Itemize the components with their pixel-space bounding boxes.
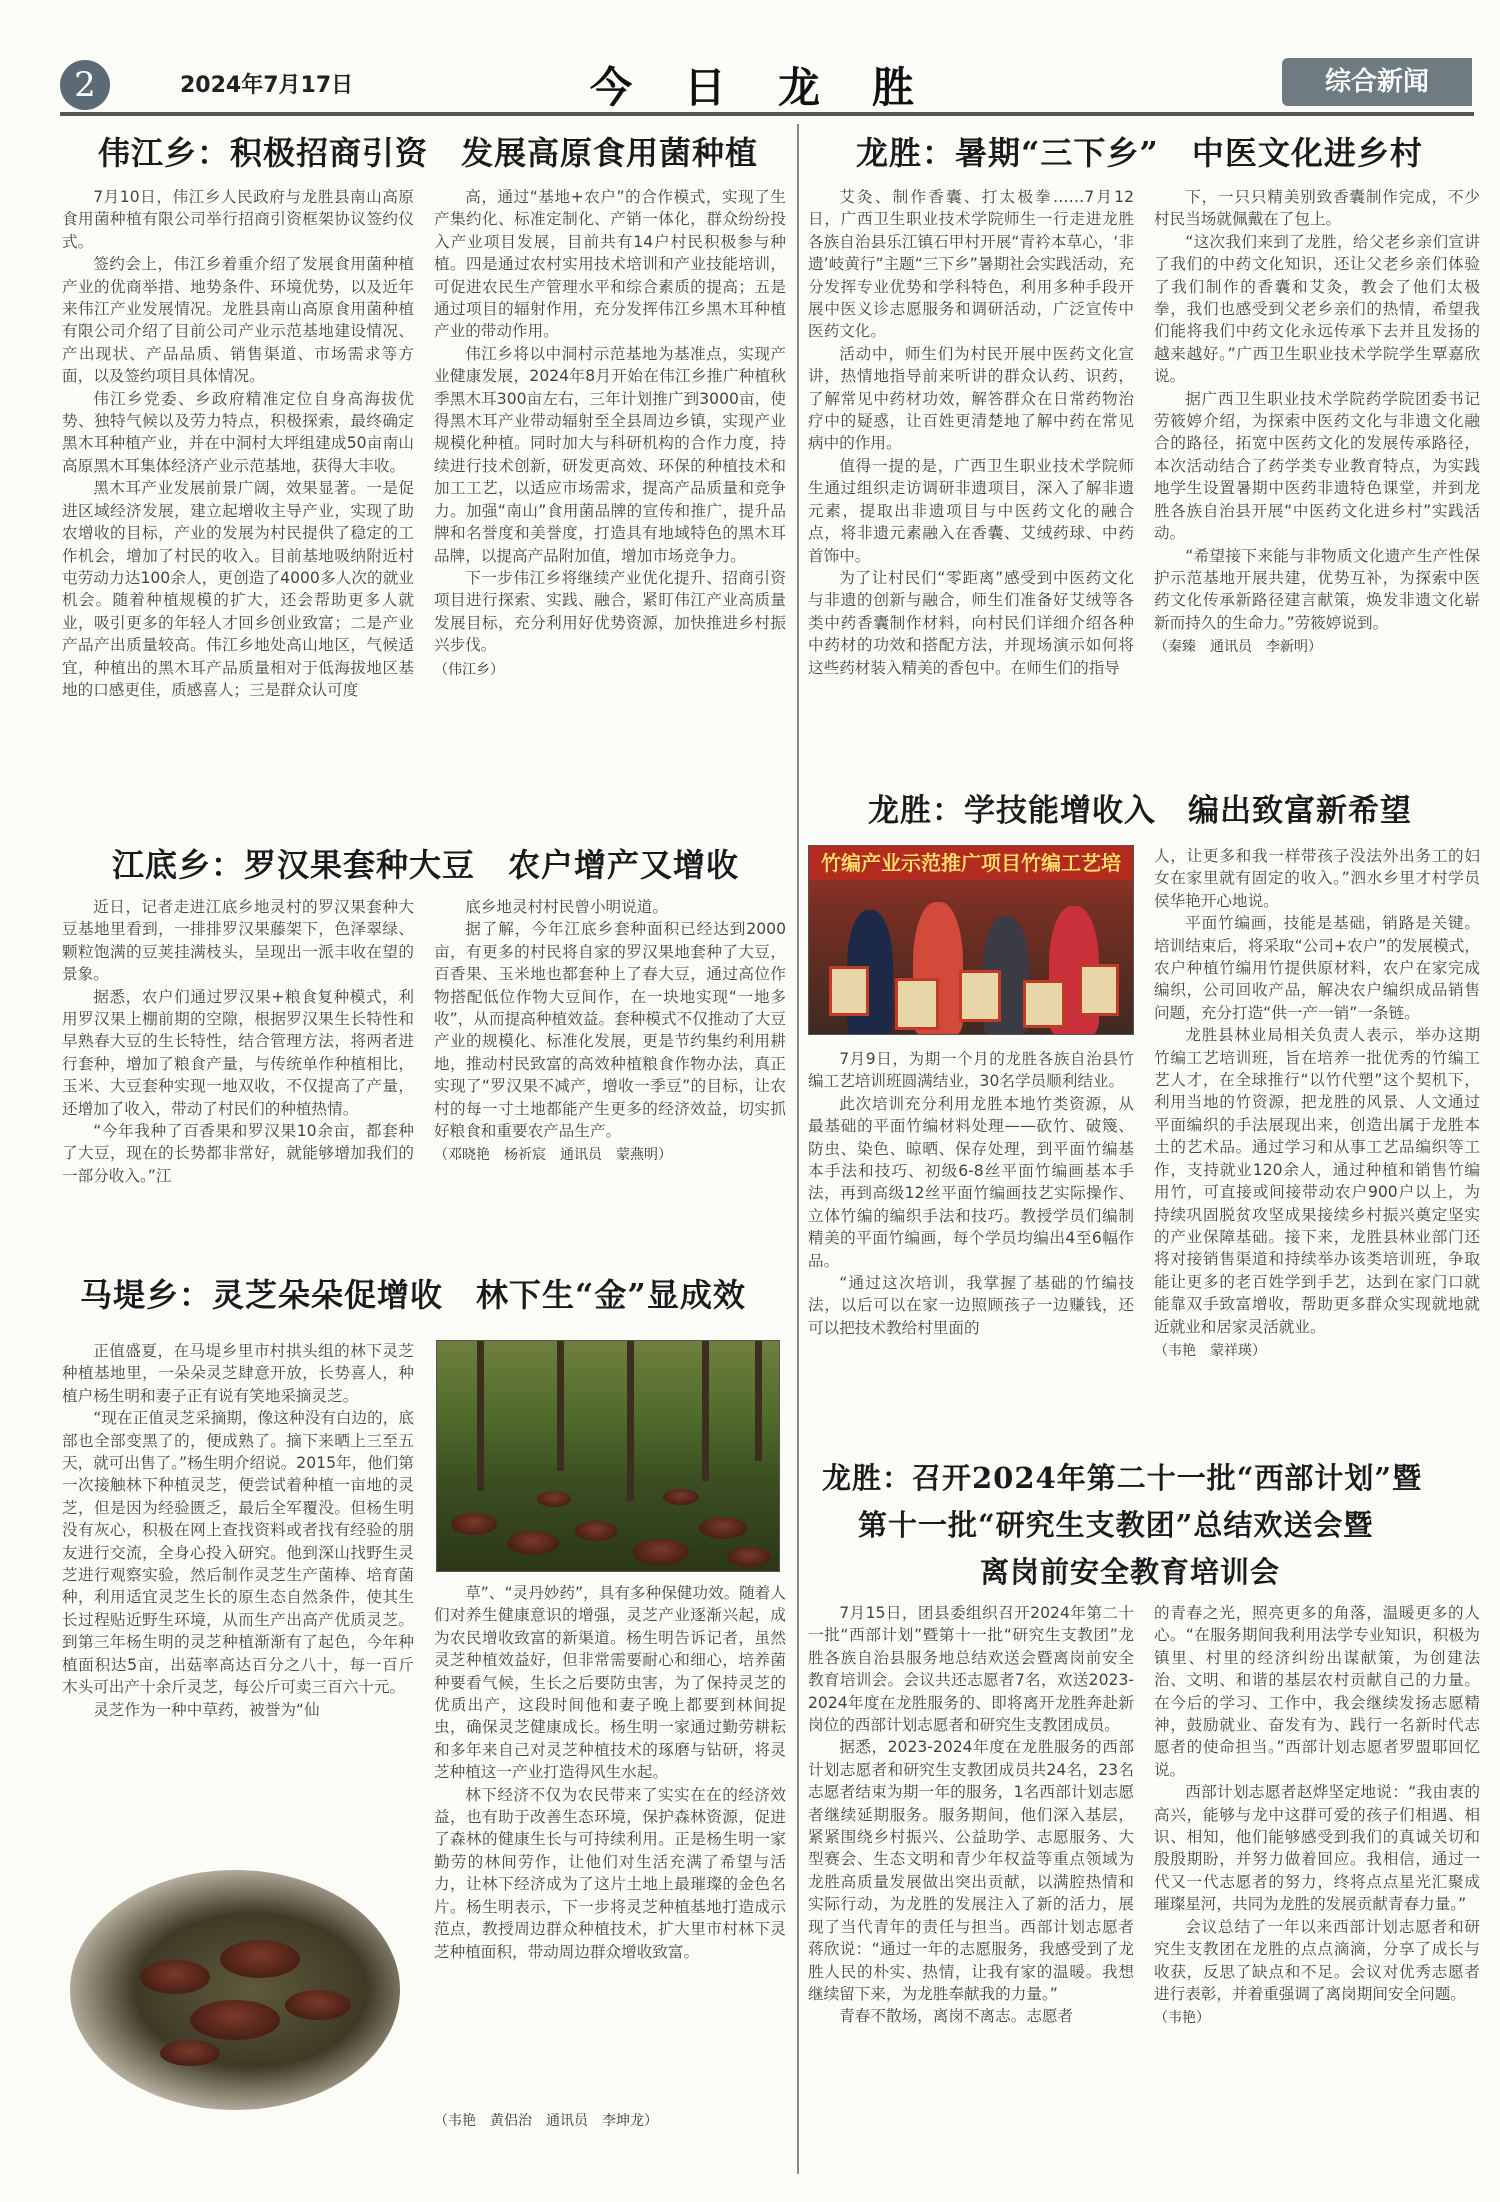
byline-jiangdi: （邓晓艳 杨祈宸 通讯员 蒙燕明） — [434, 1147, 672, 1164]
paragraph: 据了解，今年江底乡套种面积已经达到2000亩，有更多的村民将自家的罗汉果地套种了大豆，百香果、玉米地也都套种上了春大豆，通过高位作物搭配低位作物大豆间作，在一块地实现“一地多收”，从而提高种植效益。套种模式不仅推动了大豆产业的规模化、标准化发展，更是节约集约利用耕地，推动村民致富的高效种植粮食作物办法，真正实现了“罗汉果不减产，增收一季豆”的目标，让农村的每一寸土地都能产生更多的经济效益，切实抓好粮食和重要农产品生产。 — [434, 920, 786, 1141]
jiangdi-col1 — [62, 896, 414, 1252]
paragraph: 活动中，师生们为村民开展中医药文化宣讲，热情地指导前来听讲的群众认药、识药，了解常见中药材功效，解答群众在日常药物治疗中的疑惑，让百姓更清楚地了解中药在常见病中的作用。 — [808, 344, 1134, 453]
paragraph: 据悉，2023-2024年度在龙胜服务的西部计划志愿者和研究生支教团成员共24名，23名志愿者结束为期一年的服务，1名西部计划志愿者继续延期服务。服务期间，他们深入基层，紧紧围绕乡村振兴、公益助学、志愿服务、大型赛会、生态文明和青少年权益等重点领域为龙胜高质量发展做出突出贡献，以满腔热情和实际行动，为龙胜的发展注入了新的活力，展现了当代青年的责任与担当。西部计划志愿者蒋欣说：“通过一年的志愿服务，我感受到了龙胜人民的朴实、热情，让我有家的温暖。我想继续留下来，为龙胜奉献我的力量。” — [808, 1738, 1134, 2003]
paragraph: 下，一只只精美别致香囊制作完成，不少村民当场就佩戴在了包上。 — [1154, 188, 1480, 229]
byline-weijiang: （伟江乡） — [434, 661, 504, 678]
paragraph: “通过这次培训，我掌握了基础的竹编技法，以后可以在家一边照顾孩子一边赚钱，还可以把技术教给村里面的 — [808, 1274, 1134, 1337]
masthead-rule — [60, 112, 1474, 116]
paragraph: 黑木耳产业发展前景广阔，效果显著。一是促进区域经济发展，建立起增收主导产业，实现了助农增收的目标，产业的发展为村民提供了稳定的工作机会，增加了村民的收入。目前基地吸纳附近村屯劳动力达100余人，更创造了4000多人次的就业机会。随着种植规模的扩大，还会帮助更多人就业，吸引更多的年轻人才回乡创业致富；二是产业产品产出质量较高。伟江乡地处高山地区，气候适宜，种植出的黑木耳产品质量相对于低海拔地区基地的口感更佳，质感喜人；三是群众认可度 — [62, 479, 414, 699]
paper-name: 今日龙胜 — [590, 63, 967, 112]
byline-bamboo: （韦艳 蒙祥瑛） — [1154, 1342, 1266, 1359]
section-tab: 综合新闻 — [1282, 58, 1472, 106]
tcm-col1 — [808, 186, 1134, 770]
paragraph: 近日，记者走进江底乡地灵村的罗汉果套种大豆基地里看到，一排排罗汉果藤架下，色泽翠绿、颗粒饱满的豆荚挂满枝头，呈现出一派丰收在望的景象。 — [62, 898, 414, 984]
paragraph: “现在正值灵芝采摘期，像这种没有白边的，底部也全部变黑了的，便成熟了。摘下来晒上三至五天，就可出售了。”杨生明介绍说。2015年，他们第一次接触林下种植灵芝，便尝试着种植一亩地的灵芝，但是因为经验匮乏，最后全军覆没。但杨生明没有灰心，积极在网上查找资料或者找有经验的朋友进行交流，全身心投入研究。他到深山找野生灵芝进行观察实验，然后制作灵芝生产菌棒、培育菌种，利用适宜灵芝生长的原生态自然条件，使其生长过程贴近野生环境，从而生产出高产优质灵芝。到第三年杨生明的灵芝种植渐渐有了起色，今年种植面积达5亩，出菇率高达百分之八十，每一百斤木头可出产十余斤灵芝，每公斤可卖三百六十元。 — [62, 1409, 414, 1697]
paragraph: 会议总结了一年以来西部计划志愿者和研究生支教团在龙胜的点点滴滴，分享了成长与收获，反思了缺点和不足。会议对优秀志愿者进行表彰，并着重强调了离岗期间安全问题。 — [1154, 1917, 1480, 2003]
madi-col1 — [62, 1340, 414, 1862]
byline-tcm: （秦臻 通讯员 李新明） — [1154, 639, 1322, 656]
headline-xibu-line1: 龙胜：召开2024年第二十一批“西部计划”暨 — [822, 1461, 1423, 1495]
headline-madi: 马堤乡：灵芝朵朵促增收 林下生“金”显成效 — [80, 1276, 746, 1314]
column-divider — [797, 124, 799, 2174]
paragraph: 7月9日，为期一个月的龙胜各族自治县竹编工艺培训班圆满结业，30名学员顺利结业。 — [808, 1050, 1134, 1091]
madi-col2 — [434, 1582, 786, 2106]
headline-xibu-line3: 离岗前安全教育培训会 — [980, 1555, 1281, 1589]
paragraph: 此次培训充分利用龙胜本地竹类资源，从最基础的平面竹编材料处理——砍竹、破篾、防虫、染色、晾晒、保存处理，到平面竹编基本手法和技巧、初级6-8丝平面竹编画基本手法，再到高级12丝平面竹编画技艺实际操作、立体竹编的编织手法和技巧。教授学员们编制精美的平面竹编画，每个学员均编出4至6幅作品。 — [808, 1094, 1134, 1270]
paragraph: “希望接下来能与非物质文化遗产生产性保护示范基地开展共建，优势互补，为探索中医药文化传承新路径建言献策，焕发非遗文化崭新而持久的生命力。”劳筱婷说到。 — [1154, 546, 1480, 632]
paragraph: 灵芝作为一种中草药，被誉为“仙 — [93, 1700, 320, 1719]
lingzhi-forest-photo — [436, 1340, 780, 1572]
paragraph: 人，让更多和我一样带孩子没法外出务工的妇女在家里就有固定的收入。”泗水乡里才村学员侯华艳开心地说。 — [1154, 847, 1480, 910]
headline-jiangdi: 江底乡：罗汉果套种大豆 农户增产又增收 — [112, 846, 740, 884]
byline-madi: （韦艳 黄侣治 通讯员 李坤龙） — [434, 2113, 658, 2129]
paragraph: 草”、“灵丹妙药”，具有多种保健功效。随着人们对养生健康意识的增强，灵芝产业逐渐兴起，成为农民增收致富的新渠道。杨生明告诉记者，虽然灵芝种植效益好，但非常需要耐心和细心，培养菌种要看气候，生长之后要防虫害，为了保持灵芝的优质出产，这段时间他和妻子晚上都要到林间捉虫，确保灵芝健康成长。杨生明一家通过勤劳耕耘和多年来自己对灵芝种植技术的琢磨与钻研，将灵芝种植这一产业打造得风生水起。 — [434, 1584, 786, 1782]
paragraph: 的青春之光，照亮更多的角落，温暖更多的人心。“在服务期间我利用法学专业知识，积极为镇里、村里的经济纠纷出谋献策，为创建法治、文明、和谐的基层农村贡献自己的力量。在今后的学习、工作中，我会继续发扬志愿精神，鼓励就业、奋发有为、践行一名新时代志愿者的使命担当。”西部计划志愿者罗盟耶回忆说。 — [1154, 1604, 1480, 1779]
page-number: 2 — [60, 60, 110, 110]
weijiang-col1 — [62, 186, 414, 814]
photo-banner-text: 竹编产业示范推广项目竹编工艺培 — [809, 846, 1133, 880]
paragraph: 艾灸、制作香囊、打太极拳……7月12日，广西卫生职业技术学院师生一行走进龙胜各族自治县乐江镇石甲村开展“青衿本草心，‘非遗’岐黄行”主题“三下乡”暑期社会实践活动，充分发挥专业优势和学科特色，利用多种手段开展中医义诊志愿服务和调研活动，广泛宣传中医药文化。 — [808, 188, 1134, 341]
bamboo-weaving-photo — [808, 845, 1134, 1035]
tcm-col2 — [1154, 186, 1480, 770]
lingzhi-closeup-photo — [70, 1870, 400, 2110]
jiangdi-col2 — [434, 896, 786, 1252]
paragraph: 龙胜县林业局相关负责人表示，举办这期竹编工艺培训班，旨在培养一批优秀的竹编工艺人才，在全球推行“以竹代塑”这个契机下，利用当地的竹资源，把龙胜的风景、人文通过平面编织的手法展现出来，创造出属于龙胜本土的艺术品。通过学习和从事工艺品编织等工作，支持就业120余人，通过种植和销售竹编用竹，可直接或间接带动农户900户以上，为持续巩固脱贫攻坚成果接续乡村振兴奠定坚实的产业保障基础。接下来，龙胜县林业部门还将对接销售渠道和持续举办该类培训班，争取能让更多的老百姓学到手艺，达到在家门口就能靠双手致富增收，帮助更多群众实现就地就近就业和居家灵活就业。 — [1154, 1026, 1480, 1336]
paragraph: 林下经济不仅为农民带来了实实在在的经济效益，也有助于改善生态环境，保护森林资源，促进了森林的健康生长与可持续利用。正是杨生明一家勤劳的林间劳作，让他们对生活充满了希望与活力，让林下经济成为了这片土地上最璀璨的金色名片。杨生明表示，下一步将灵芝种植基地打造成示范点，教授周边群众种植技术，扩大里市村林下灵芝种植面积，带动周边群众增收致富。 — [434, 1785, 786, 1961]
paragraph: 据广西卫生职业技术学院药学院团委书记劳筱婷介绍，为探索中医药文化与非遗文化融合的路径，拓宽中医药文化的发展传承路径，本次活动结合了药学类专业教育特点，为实践地学生设置暑期中医药非遗特色课堂，并到龙胜各族自治县开展“中医药文化进乡村”实践活动。 — [1154, 389, 1480, 543]
xibu-col2 — [1154, 1602, 1480, 2170]
headline-weijiang: 伟江乡：积极招商引资 发展高原食用菌种植 — [98, 134, 759, 172]
paragraph: 平面竹编画，技能是基础，销路是关键。培训结束后，将采取“公司+农户”的发展模式，农户种植竹编用竹提供原材料，农户在家完成编织，公司回收产品，解决农户编织成品销售问题，充分打造“供一产一销”一条链。 — [1154, 914, 1480, 1022]
issue-date: 2024年7月17日 — [180, 73, 354, 98]
paragraph: “今年我种了百香果和罗汉果10余亩，都套种了大豆，现在的长势都非常好，就能够增加我们的一部分收入。”江 — [62, 1122, 414, 1185]
headline-xibu-line2: 第十一批“研究生支教团”总结欢送会暨 — [858, 1508, 1374, 1542]
paragraph: 据悉，农户们通过罗汉果+粮食复种模式，利用罗汉果上棚前期的空隙，根据罗汉果生长特性和早熟春大豆的生长特性，结合管理方法，将两者进行套种，增加了粮食产量，与传统单作种植相比，玉米、大豆套种实现一地双收，不仅提高了产量，还增加了收入，带动了村民们的种植热情。 — [62, 987, 414, 1118]
paragraph: 高，通过“基地+农户”的合作模式，实现了生产集约化、标准定制化、产销一体化，群众纷纷投入产业项目发展，目前共有14户村民积极参与种植。四是通过农村实用技术培训和产业技能培训，可促进农民生产管理水平和综合素质的提高；五是通过项目的辐射作用，充分发挥伟江乡黑木耳种植产业的带动作用。 — [434, 188, 786, 341]
headline-longsheng-bamboo: 龙胜：学技能增收入 编出致富新希望 — [868, 793, 1412, 829]
paragraph: 底乡地灵村村民曾小明说道。 — [465, 898, 668, 916]
bamboo-col-left — [808, 1048, 1134, 1442]
paragraph: 青春不散场，离岗不离志。志愿者 — [839, 2007, 1074, 2026]
paragraph: 正值盛夏，在马堤乡里市村拱头组的林下灵芝种植基地里，一朵朵灵芝肆意开放，长势喜人，种植户杨生明和妻子正有说有笑地采摘灵芝。 — [62, 1342, 414, 1405]
paragraph: 西部计划志愿者赵烨坚定地说：“我由衷的高兴，能够与龙中这群可爱的孩子们相遇、相识、相知，他们能够感受到我们的真诚关切和殷殷期盼，并努力做着回应。我相信，通过一代又一代志愿者的努力，终将点点星光汇聚成璀璨星河，共同为龙胜的发展贡献青春力量。” — [1154, 1783, 1480, 1914]
paragraph: 签约会上，伟江乡着重介绍了发展食用菌种植产业的优商举措、地势条件、环境优势，以及近年来伟江产业发展情况。龙胜县南山高原食用菌种植有限公司介绍了目前公司产业示范基地建设情况、产出现状、产品品质、销售渠道、市场需求等方面，以及签约项目具体情况。 — [62, 255, 414, 386]
headline-longsheng-tcm: 龙胜：暑期“三下乡” 中医文化进乡村 — [856, 134, 1423, 172]
paragraph: 值得一提的是，广西卫生职业技术学院师生通过组织走访调研非遗项目，深入了解非遗元素，提取出非遗项目与中医药文化的融合点，将非遗元素融入在香囊、艾绒药球、中药首饰中。 — [808, 456, 1134, 565]
paragraph: 为了让村民们“零距离”感受到中医药文化与非遗的创新与融合，师生们准备好艾绒等各类中药香囊制作材料，向村民们详细介绍各种中药材的功效和搭配方法，并现场演示如何将这些药材装入精美的香包中。在师生们的指导 — [808, 568, 1134, 677]
byline-xibu: （韦艳） — [1154, 2010, 1210, 2027]
xibu-col1 — [808, 1602, 1134, 2170]
paragraph: 下一步伟江乡将继续产业优化提升、招商引资项目进行探索、实践、融合，紧盯伟江产业高质量发展目标，充分利用好优势资源，加快推进乡村振兴步伐。 — [434, 568, 786, 655]
bamboo-col-right — [1154, 845, 1480, 1407]
paragraph: 伟江乡党委、乡政府精准定位自身高海拔优势、独特气候以及劳力特点，积极探索，最终确定黑木耳种植产业，并在中洞村大坪组建成50亩南山高原黑木耳集体经济产业示范基地，获得大丰收。 — [62, 389, 414, 475]
paragraph: 伟江乡将以中洞村示范基地为基准点，实现产业健康发展，2024年8月开始在伟江乡推广种植秋季黑木耳300亩左右，三年计划推广到3000亩，使得黑木耳产业带动辐射至全县周边乡镇，实现产业规模化种植。同时加大与科研机构的合作力度，持续进行技术创新，研发更高效、环保的种植技术和加工工艺，以适应市场需求，提高产品质量和竞争力。加强“南山”食用菌品牌的宣传和推广，提升品牌和名誉度和美誉度，打造具有地域特色的黑木耳品牌，以提高产品附加值，增加市场竞争力。 — [434, 344, 786, 565]
paragraph: 7月15日，团县委组织召开2024年第二十一批“西部计划”暨第十一批“研究生支教团”龙胜各族自治县服务地总结欢送会暨离岗前安全教育培训会。会议共还志愿者7名，欢送2023-2024年度在龙胜服务的、即将离开龙胜奔赴新岗位的西部计划志愿者和研究生支教团成员。 — [808, 1604, 1134, 1735]
paragraph: “这次我们来到了龙胜，给父老乡亲们宣讲了我们的中药文化知识，还让父老乡亲们体验了我们制作的香囊和艾灸，教会了他们太极拳，我们也感受到父老乡亲们的热情，希望我们能将我们中药文化永远传承下去并且发扬的越来越好。”广西卫生职业技术学院学生覃嘉欣说。 — [1154, 232, 1480, 386]
weijiang-col2 — [434, 186, 786, 814]
paragraph: 7月10日，伟江乡人民政府与龙胜县南山高原食用菌种植有限公司举行招商引资框架协议签约仪式。 — [62, 188, 414, 251]
